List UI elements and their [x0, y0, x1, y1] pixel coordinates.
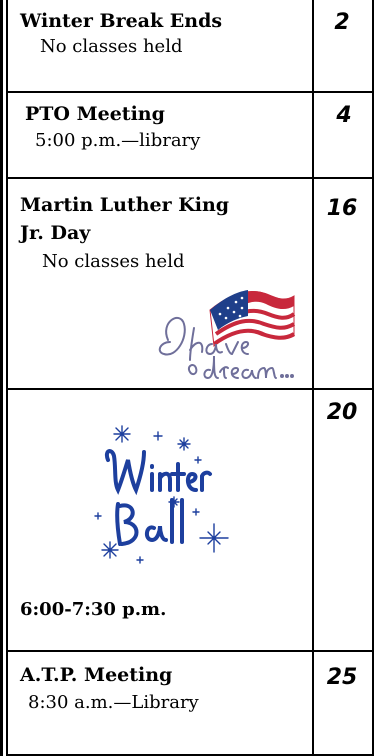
left-border-inner: [6, 0, 8, 756]
snowflake-icon: [95, 426, 228, 563]
row-divider-2: [6, 177, 373, 179]
event-title-mlk-line2: Jr. Day: [20, 222, 91, 244]
day-number-4: 4: [336, 103, 352, 128]
event-title-winter-break: Winter Break Ends: [20, 10, 223, 32]
american-flag-icon: [210, 290, 294, 346]
day-number-25: 25: [326, 665, 358, 690]
day-number-20: 20: [326, 400, 358, 425]
winter-ball-script-text: [107, 451, 210, 544]
row-divider-1: [6, 91, 373, 93]
left-border-outer: [0, 0, 3, 756]
row-divider-4: [6, 650, 373, 652]
row-divider-3: [6, 388, 373, 390]
event-title-mlk-line1: Martin Luther King: [20, 194, 230, 216]
i-have-a-dream-image: [150, 280, 300, 382]
event-detail-pto-meeting: 5:00 p.m.—library: [35, 130, 201, 151]
day-number-16: 16: [326, 196, 358, 221]
event-detail-atp-meeting: 8:30 a.m.—Library: [28, 692, 199, 713]
column-divider: [312, 0, 314, 756]
day-number-2: 2: [334, 10, 350, 35]
event-detail-mlk: No classes held: [42, 251, 185, 272]
winter-ball-time: 6:00-7:30 p.m.: [20, 599, 167, 620]
winter-ball-image: [80, 420, 230, 570]
event-title-pto-meeting: PTO Meeting: [25, 103, 165, 125]
event-detail-winter-break: No classes held: [40, 36, 183, 57]
event-title-atp-meeting: A.T.P. Meeting: [20, 664, 173, 686]
